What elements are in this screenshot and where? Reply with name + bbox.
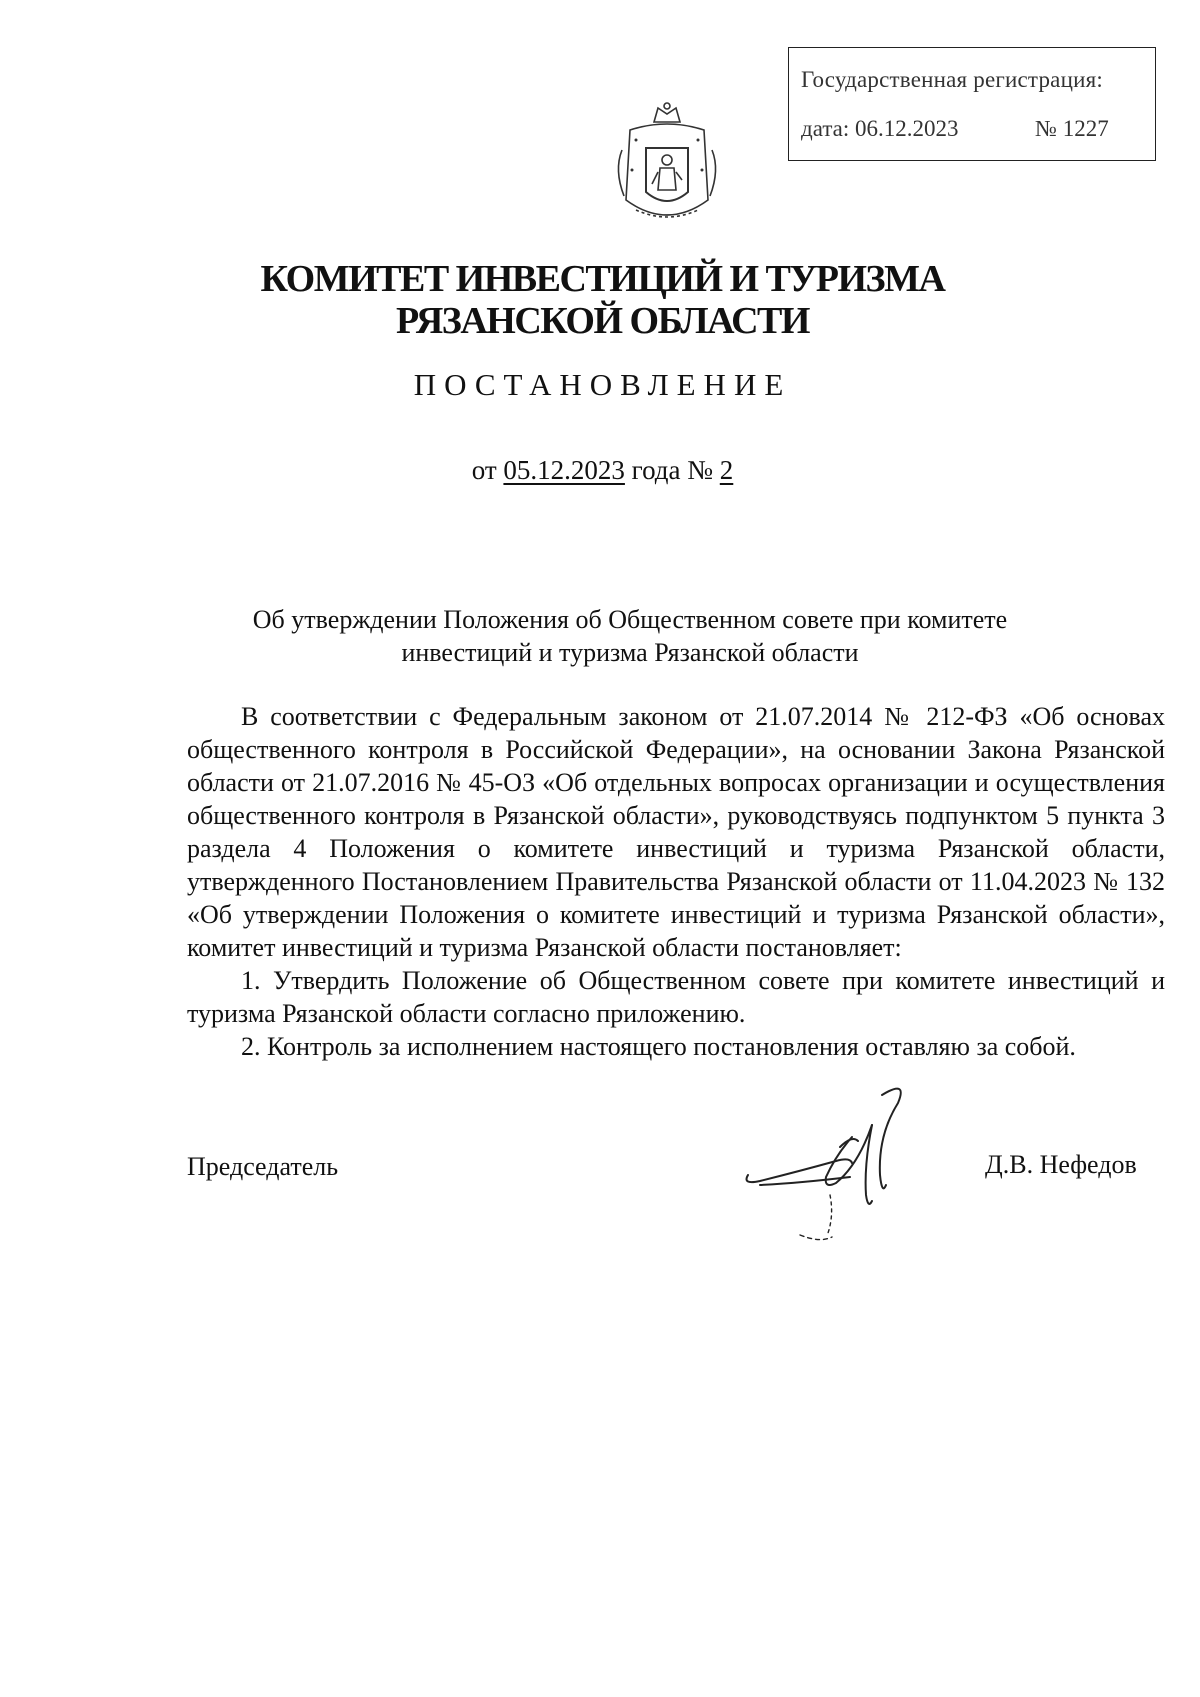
body-item-2: 2. Контроль за исполнением настоящего постановления оставляю за собой. [241, 1032, 1076, 1061]
registration-date: дата: 06.12.2023 [801, 116, 959, 141]
document-subject [160, 603, 1100, 669]
subject-line1: Об утверждении Положения об Общественном совете при комитете [252, 605, 1008, 634]
date-prefix: от [471, 455, 497, 485]
signatory-name: Д.В. Нефедов [985, 1150, 1137, 1179]
registration-stamp [788, 47, 1156, 161]
document-date-line [30, 455, 1175, 486]
organization-name-line2: РЯЗАНСКОЙ ОБЛАСТИ [396, 300, 809, 342]
coat-of-arms-icon [596, 100, 738, 242]
body-preamble: В соответствии с Федеральным законом от 21.07.2014 № 212-ФЗ «Об основах общественного контроля в Российской Федерации», на основании Закона Рязанской области от 21.07.2016 № 45-ОЗ «Об отдельных вопросах организации и осуществления общественного контроля в Рязанской области», руководствуясь подпунктом 5 пункта 3 раздела 4 Положения о комитете инвестиций и туризма Рязанской области, утвержденного Постановлением Правительства Рязанской области от 11.04.2023 № 132 «Об утверждении Положения о комитете инвестиций и туризма Рязанской области», комитет инвестиций и туризма Рязанской области постановляет: [187, 702, 1165, 962]
document-body [187, 700, 1165, 1063]
document-number: 2 [719, 455, 734, 485]
signatory-title: Председатель [187, 1152, 339, 1181]
body-item-1: 1. Утвердить Положение об Общественном совете при комитете инвестиций и туризма Рязанской области согласно приложению. [187, 966, 1165, 1028]
handwritten-signature [740, 1085, 980, 1265]
registration-number: № 1227 [1035, 116, 1109, 141]
subject-line2: инвестиций и туризма Рязанской области [401, 638, 859, 667]
date-middle: года № [631, 455, 714, 485]
document-date: 05.12.2023 [503, 455, 625, 485]
organization-name-line1: КОМИТЕТ ИНВЕСТИЦИЙ И ТУРИЗМА [260, 258, 945, 300]
document-type: ПОСТАНОВЛЕНИЕ [413, 367, 792, 402]
registration-title: Государственная регистрация: [801, 67, 1103, 92]
